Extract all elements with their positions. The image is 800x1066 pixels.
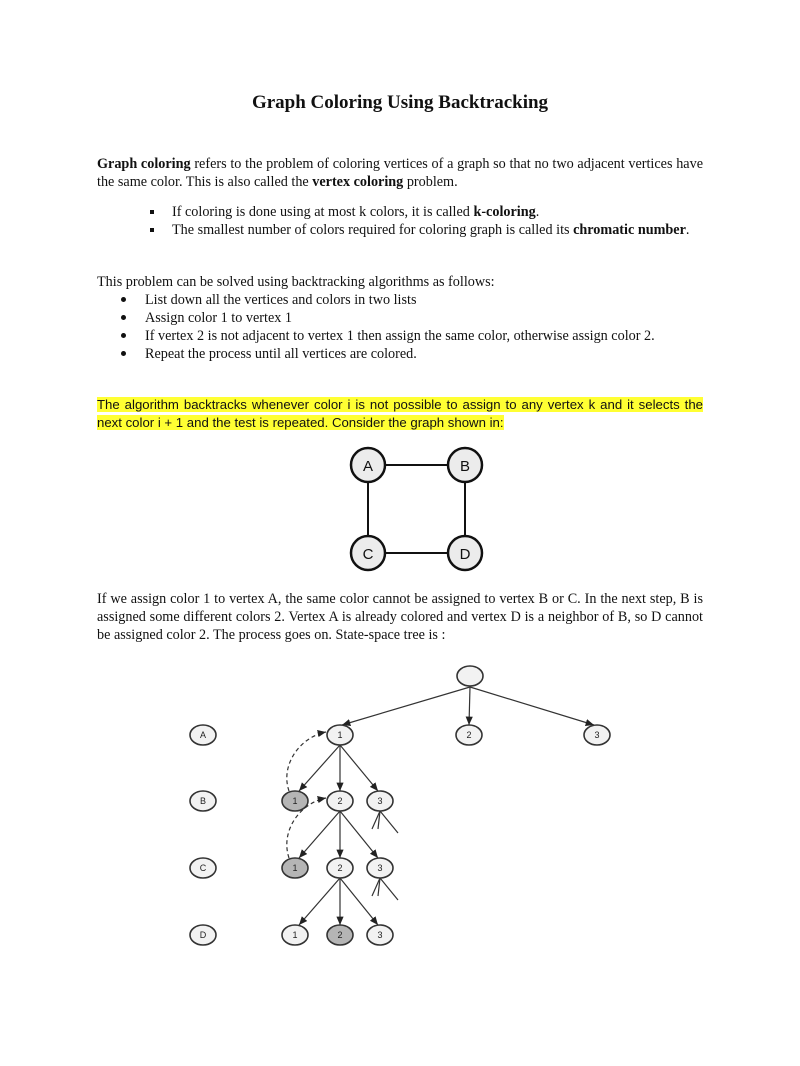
node-label: C xyxy=(362,546,374,563)
tree-node-a1-label: 1 xyxy=(337,730,343,740)
list-item: List down all the vertices and colors in two lists xyxy=(117,291,687,309)
item-text: The smallest number of colors required for coloring graph is called its xyxy=(172,222,574,238)
item-end: . xyxy=(685,222,690,238)
dead-end-mark xyxy=(380,811,398,833)
term-graph-coloring: Graph coloring xyxy=(97,156,191,172)
tree-edge xyxy=(469,687,470,725)
list-item: Assign color 1 to vertex 1 xyxy=(117,309,687,327)
term-chromatic-number: chromatic number xyxy=(573,222,686,238)
definition-list xyxy=(146,203,703,239)
item-end: . xyxy=(535,204,540,220)
tree-node-d2-label: 2 xyxy=(337,930,343,940)
level-label-c-label: C xyxy=(199,863,207,873)
tree-node-b1-label: 1 xyxy=(292,796,298,806)
tree-node-d1-label: 1 xyxy=(292,930,298,940)
node-label: A xyxy=(362,458,374,475)
tree-node-c2-label: 2 xyxy=(337,863,343,873)
tree-node-c3-label: 3 xyxy=(377,863,383,873)
dead-end-mark xyxy=(380,878,398,900)
tree-node-b3-label: 3 xyxy=(377,796,383,806)
node-label: D xyxy=(459,546,471,563)
tree-edge xyxy=(342,687,470,725)
steps-intro: This problem can be solved using backtracking algorithms as follows: xyxy=(97,274,495,290)
level-label-d-label: D xyxy=(199,930,207,940)
tree-node-a3-label: 3 xyxy=(594,730,600,740)
tree-node-b2-label: 2 xyxy=(337,796,343,806)
steps-list xyxy=(117,291,687,363)
explanation-paragraph: If we assign color 1 to vertex A, the same color cannot be assigned to vertex B or C. In the next step, B is assigned some different colors 2. Vertex A is already colored and vertex D is a neighbor of B, so D cannot be assigned color 2. The process goes on. State-space tree is : xyxy=(97,591,703,643)
term-k-coloring: k-coloring xyxy=(473,204,536,220)
state-space-tree xyxy=(0,650,800,960)
level-label-b-label: B xyxy=(199,796,207,806)
tree-edge xyxy=(470,687,594,725)
list-item: Repeat the process until all vertices are colored. xyxy=(117,345,687,363)
highlighted-paragraph xyxy=(97,396,703,432)
tree-node-a2-label: 2 xyxy=(466,730,472,740)
highlighted-text: The algorithm backtracks whenever color i is not possible to assign to any vertex k and it selects the next color i + 1 and the test is repeated. Consider the graph shown in: xyxy=(97,397,703,430)
tree-edge xyxy=(299,811,340,858)
tree-edge xyxy=(299,878,340,925)
page-title: Graph Coloring Using Backtracking xyxy=(251,92,549,113)
intro-paragraph xyxy=(97,155,703,191)
tree-node-c1-label: 1 xyxy=(292,863,298,873)
tree-edge xyxy=(340,745,378,791)
node-label: B xyxy=(459,458,471,475)
tree-node-d3-label: 3 xyxy=(377,930,383,940)
level-label-a-label: A xyxy=(199,730,207,740)
intro-text-end: problem. xyxy=(403,174,458,190)
tree-edge xyxy=(340,878,378,925)
root-node xyxy=(457,666,483,686)
list-item xyxy=(146,203,703,221)
intro-text: refers to the problem of coloring vertices of a graph so that no two adjacent vertices have the same color. This is also called the xyxy=(97,156,703,190)
list-item: If vertex 2 is not adjacent to vertex 1 then assign the same color, otherwise assign color 2. xyxy=(117,327,687,345)
square-graph-diagram xyxy=(340,440,500,580)
term-vertex-coloring: vertex coloring xyxy=(312,174,404,190)
item-text: If coloring is done using at most k colors, it is called xyxy=(172,204,474,220)
tree-edge xyxy=(299,745,340,791)
list-item xyxy=(146,221,703,239)
tree-edge xyxy=(340,811,378,858)
